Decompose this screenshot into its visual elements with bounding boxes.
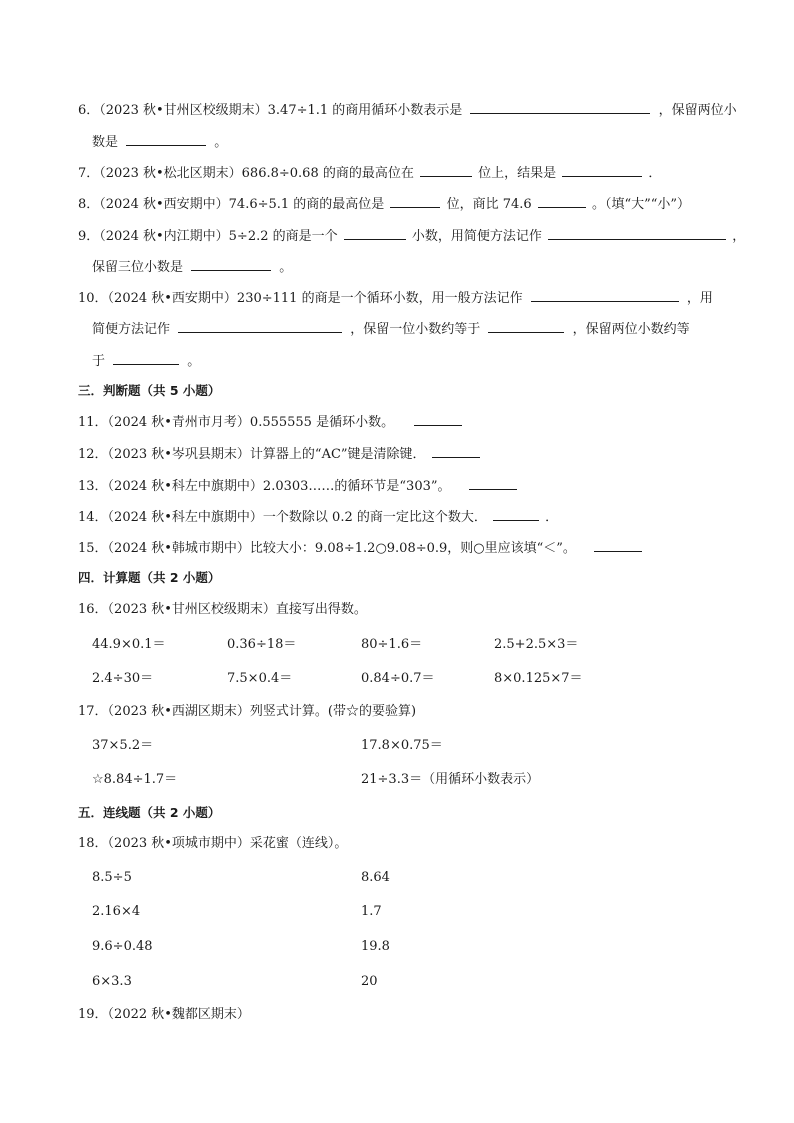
question-16: 16．（2023 秋•甘州区校级期末）直接写出得数。 [78, 602, 367, 617]
answer-blank[interactable] [420, 164, 472, 177]
match-right-item[interactable]: 19.8 [361, 939, 390, 954]
answer-blank[interactable] [531, 289, 679, 302]
answer-blank[interactable] [488, 320, 564, 333]
calc-item: 80÷1.6＝ [361, 637, 423, 652]
calc-item: ☆8.84÷1.7＝ [92, 772, 178, 787]
question-14: 14．（2024 秋•科左中旗期中）一个数除以 0.2 的商一定比这个数大． ． [78, 510, 559, 525]
calc-item: 2.4÷30＝ [92, 671, 154, 686]
question-10-line-1: 10．（2024 秋•西安期中）230÷111 的商是一个循环小数，用一般方法记作 ，用 [78, 291, 713, 306]
answer-blank[interactable] [191, 258, 271, 271]
answer-blank[interactable] [432, 445, 480, 458]
question-6-line-1: 6．（2023 秋•甘州区校级期末）3.47÷1.1 的商用循环小数表示是 ，保留两位小 [78, 103, 737, 118]
answer-blank[interactable] [469, 477, 517, 490]
section-heading-3: 三．判断题（共 5 小题） [78, 383, 221, 398]
question-18: 18．（2023 秋•项城市期中）采花蜜（连线）。 [78, 836, 348, 851]
calc-item: 7.5×0.4＝ [227, 671, 293, 686]
answer-blank[interactable] [538, 195, 586, 208]
calc-item: 17.8×0.75＝ [361, 738, 443, 753]
answer-blank[interactable] [562, 164, 642, 177]
answer-blank[interactable] [178, 320, 342, 333]
section-heading-4: 四．计算题（共 2 小题） [78, 570, 221, 585]
calc-item: 0.36÷18＝ [227, 637, 297, 652]
answer-blank[interactable] [594, 539, 642, 552]
calc-item: 2.5+2.5×3＝ [494, 637, 579, 652]
question-6-line-2: 数是 。 [92, 135, 228, 150]
calc-item: 21÷3.3＝（用循环小数表示） [361, 772, 540, 787]
calc-item: 37×5.2＝ [92, 738, 154, 753]
match-right-item[interactable]: 8.64 [361, 870, 390, 885]
section-heading-5: 五．连线题（共 2 小题） [78, 805, 221, 820]
question-13: 13．（2024 秋•科左中旗期中）2.0303……的循环节是“303”。 [78, 477, 517, 496]
question-10-line-3: 于 。 [92, 354, 201, 369]
answer-blank[interactable] [470, 101, 650, 114]
question-17: 17．（2023 秋•西湖区期末）列竖式计算。(带☆的要验算) [78, 704, 417, 719]
match-left-item[interactable]: 2.16×4 [92, 904, 141, 919]
question-11: 11．（2024 秋•青州市月考）0.555555 是循环小数。 [78, 413, 462, 432]
answer-blank[interactable] [344, 227, 406, 240]
answer-blank[interactable] [390, 195, 440, 208]
question-15: 15．（2024 秋•韩城市期中）比较大小：9.08÷1.2○9.08÷0.9，则○里应该填“＜”。 [78, 539, 642, 558]
question-19: 19．（2022 秋•魏都区期末） [78, 1007, 250, 1022]
match-right-item[interactable]: 20 [361, 974, 378, 989]
question-9-line-2: 保留三位小数是 。 [92, 260, 293, 275]
question-7: 7．（2023 秋•松北区期末）686.8÷0.68 的商的最高位在 位上，结果是 ． [78, 166, 662, 181]
answer-blank[interactable] [414, 413, 462, 426]
match-left-item[interactable]: 9.6÷0.48 [92, 939, 153, 954]
answer-blank[interactable] [126, 133, 206, 146]
question-8: 8．（2024 秋•西安期中）74.6÷5.1 的商的最高位是 位，商比 74.6 。（填“大”“小”） [78, 197, 691, 212]
question-9-line-1: 9．（2024 秋•内江期中）5÷2.2 的商是一个 小数，用简便方法记作 ， [78, 229, 746, 244]
match-right-item[interactable]: 1.7 [361, 904, 382, 919]
match-left-item[interactable]: 6×3.3 [92, 974, 132, 989]
match-left-item[interactable]: 8.5÷5 [92, 870, 132, 885]
calc-item: 8×0.125×7＝ [494, 671, 583, 686]
answer-blank[interactable] [113, 352, 179, 365]
calc-item: 0.84÷0.7＝ [361, 671, 435, 686]
answer-blank[interactable] [548, 227, 726, 240]
question-10-line-2: 简便方法记作 ，保留一位小数约等于 ，保留两位小数约等 [92, 322, 690, 337]
answer-blank[interactable] [493, 508, 539, 521]
question-12: 12．（2023 秋•岑巩县期末）计算器上的“AC”键是清除键． [78, 445, 480, 464]
calc-item: 44.9×0.1＝ [92, 637, 166, 652]
